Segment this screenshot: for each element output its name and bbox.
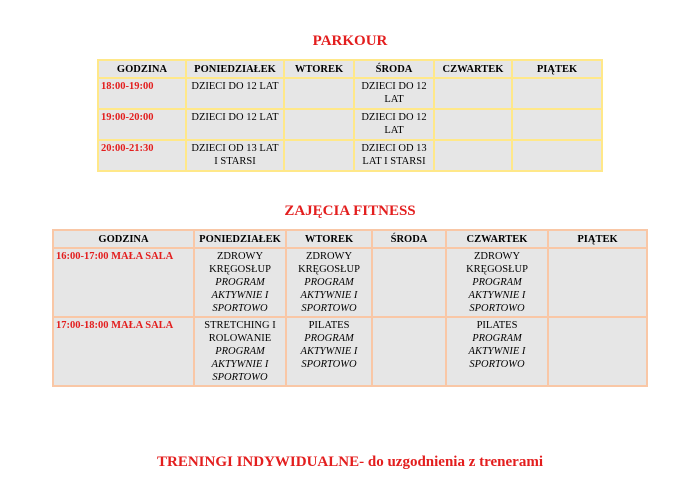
program-label: PROGRAM AKTYWNIE I SPORTOWO: [211, 277, 269, 314]
header-cell: PONIEDZIAŁEK: [195, 231, 285, 247]
schedule-cell: DZIECI DO 12 LAT: [355, 110, 433, 139]
schedule-cell: [195, 318, 285, 385]
schedule-cell: [285, 141, 353, 170]
individual-training-note: TRENINGI INDYWIDUALNE- do uzgodnienia z trenerami: [157, 454, 543, 470]
schedule-cell: DZIECI DO 12 LAT: [355, 79, 433, 108]
time-cell: 17:00-18:00 MAŁA SALA: [54, 318, 193, 385]
table-header-row: [54, 231, 646, 247]
header-cell: ŚRODA: [355, 61, 433, 77]
header-cell: GODZINA: [99, 61, 185, 77]
program-label: PROGRAM AKTYWNIE I SPORTOWO: [300, 333, 358, 370]
schedule-cell: [549, 318, 646, 385]
schedule-cell: [513, 110, 601, 139]
table-row: [99, 141, 601, 170]
schedule-cell: [447, 318, 547, 385]
table-row: [99, 79, 601, 108]
schedule-cell: [195, 249, 285, 316]
fitness-schedule-table: [52, 229, 648, 387]
schedule-cell: [435, 110, 511, 139]
program-label: PROGRAM AKTYWNIE I SPORTOWO: [300, 277, 358, 314]
schedule-cell: [285, 110, 353, 139]
schedule-cell: DZIECI OD 13 LAT I STARSI: [187, 141, 283, 170]
table-header-row: [99, 61, 601, 77]
class-name: ZDROWY KRĘGOSŁUP: [466, 251, 528, 275]
time-cell: 18:00-19:00: [99, 79, 185, 108]
schedule-cell: [373, 249, 445, 316]
program-label: PROGRAM AKTYWNIE I SPORTOWO: [211, 346, 269, 383]
schedule-cell: [513, 141, 601, 170]
header-cell: PIĄTEK: [513, 61, 601, 77]
schedule-cell: [285, 79, 353, 108]
schedule-cell: DZIECI DO 12 LAT: [187, 110, 283, 139]
header-cell: GODZINA: [54, 231, 193, 247]
header-cell: PIĄTEK: [549, 231, 646, 247]
fitness-title: ZAJĘCIA FITNESS: [284, 203, 416, 219]
header-cell: WTOREK: [287, 231, 371, 247]
time-cell: 20:00-21:30: [99, 141, 185, 170]
parkour-title: PARKOUR: [312, 33, 388, 49]
schedule-cell: [447, 249, 547, 316]
header-cell: PONIEDZIAŁEK: [187, 61, 283, 77]
time-cell: 19:00-20:00: [99, 110, 185, 139]
table-row: [54, 249, 646, 316]
schedule-cell: [513, 79, 601, 108]
class-name: PILATES: [308, 320, 350, 331]
program-label: PROGRAM AKTYWNIE I SPORTOWO: [468, 277, 526, 314]
class-name: STRETCHING I ROLOWANIE: [204, 320, 276, 344]
class-name: PILATES: [476, 320, 518, 331]
time-cell: 16:00-17:00 MAŁA SALA: [54, 249, 193, 316]
schedule-cell: [549, 249, 646, 316]
schedule-cell: DZIECI DO 12 LAT: [187, 79, 283, 108]
class-name: ZDROWY KRĘGOSŁUP: [209, 251, 271, 275]
schedule-cell: [435, 79, 511, 108]
schedule-cell: [435, 141, 511, 170]
class-name: ZDROWY KRĘGOSŁUP: [298, 251, 360, 275]
table-row: [99, 110, 601, 139]
parkour-schedule-table: [97, 59, 603, 172]
table-row: [54, 318, 646, 385]
schedule-cell: DZIECI OD 13 LAT I STARSI: [355, 141, 433, 170]
schedule-cell: [373, 318, 445, 385]
program-label: PROGRAM AKTYWNIE I SPORTOWO: [468, 333, 526, 370]
header-cell: WTOREK: [285, 61, 353, 77]
header-cell: ŚRODA: [373, 231, 445, 247]
schedule-cell: [287, 249, 371, 316]
header-cell: CZWARTEK: [435, 61, 511, 77]
schedule-cell: [287, 318, 371, 385]
header-cell: CZWARTEK: [447, 231, 547, 247]
